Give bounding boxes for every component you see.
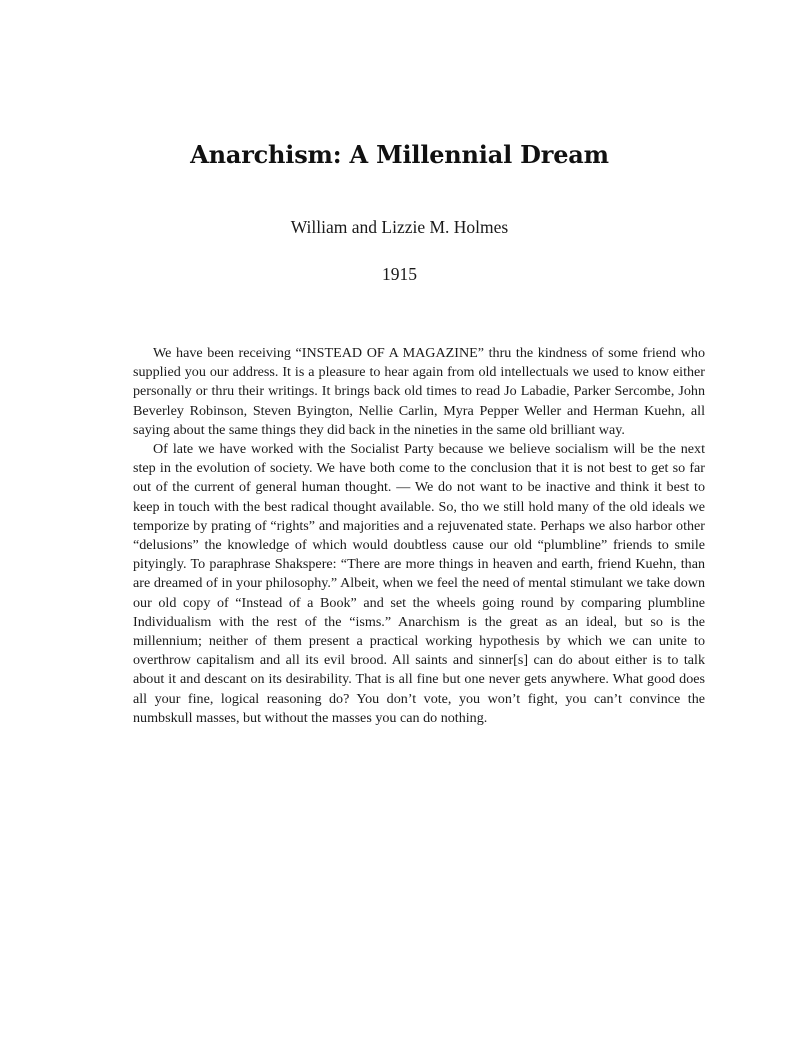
document-year: 1915 (382, 264, 417, 284)
paragraph: Of late we have worked with the Socialist Party because we believe socialism will be the next step in the evolution of society. We have both come to the conclusion that it is not best to get so far out of the current of general human thought. — We do not want to be inactive and think it best to keep in touch with the best radical thought available. So, tho we still hold many of the old ideals we temporize by prating of “rights” and majorities and a rejuvenated state. Perhaps we also harbor other “delusions” the knowledge of which would doubtless cause our old “plumbline” friends to smile pityingly. To paraphrase Shakspere: “There are more things in heaven and earth, friend Kuehn, than are dreamed of in your philosophy.” Albeit, when we feel the need of mental stimulant we take down our old copy of “Instead of a Book” and set the wheels going round by comparing plumbline Individualism with the rest of the “isms.” Anarchism is the great as an ideal, but so is the millennium; neither of them present a practical working hypothesis by which we can unite to overthrow capitalism and all its evil brood. All saints and sinner[s] can do about either is to talk about it and descant on its desirability. That is all fine but one never gets anywhere. What good does all your fine, logical reasoning do? You don’t vote, you won’t fight, you can’t convince the numbskull masses, but without the masses you can do nothing. (133, 441, 705, 726)
document-body (133, 344, 705, 728)
paragraph: We have been receiving “INSTEAD OF A MAGAZINE” thru the kindness of some friend who supplied you our address. It is a pleasure to hear again from old intellectuals we used to know either personally or thru their writings. It brings back old times to read Jo Labadie, Parker Sercombe, John Beverley Robinson, Steven Byington, Nellie Carlin, Myra Pepper Weller and Herman Kuehn, all saying about the same things they did back in the nineties in the same old brilliant way. (133, 345, 705, 438)
document-authors: William and Lizzie M. Holmes (290, 217, 509, 237)
document-title: Anarchism: A Millennial Dream (190, 140, 609, 169)
